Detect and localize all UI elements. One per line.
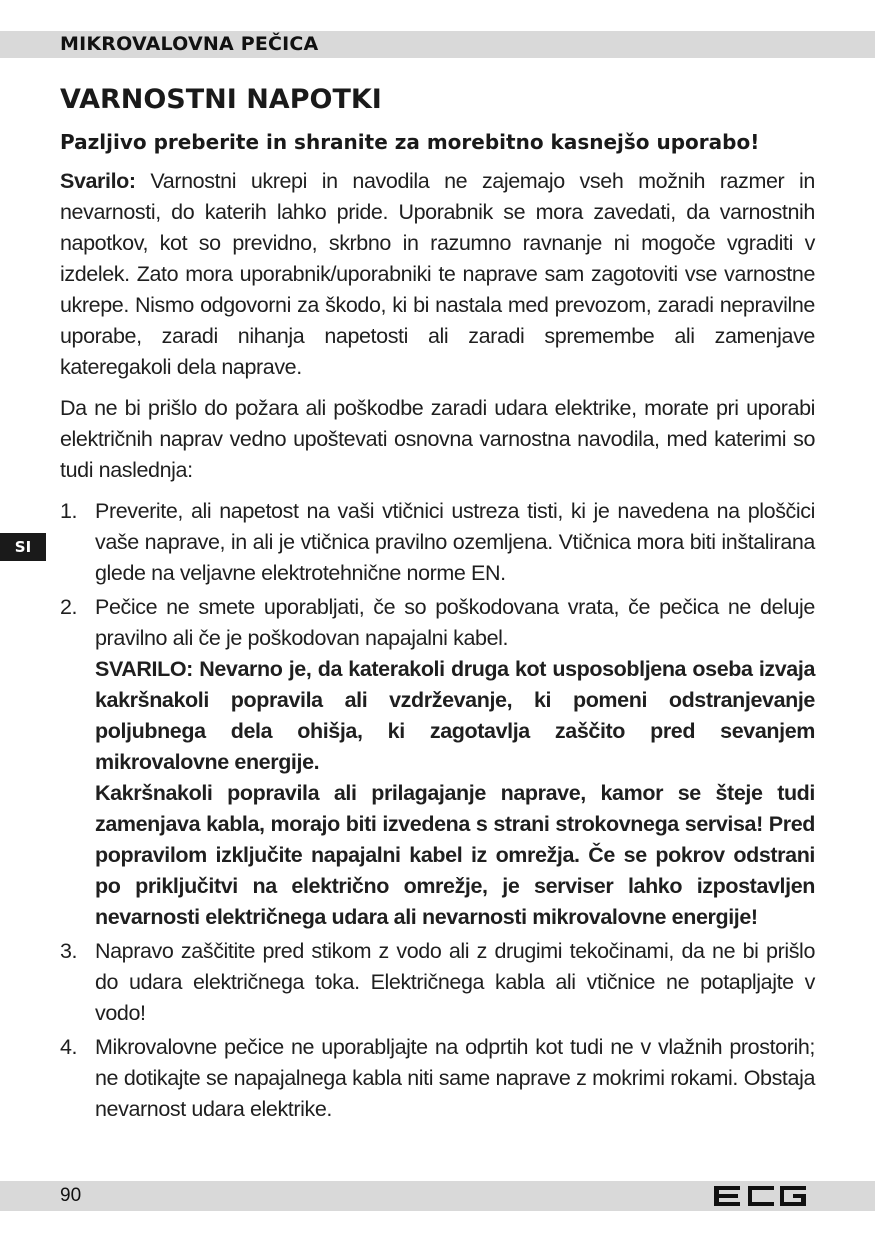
warning-text: Kakršnakoli popravila ali prilagajanje naprave, kamor se šteje tudi zamenjava kabla, morajo biti izvedena s strani strokovnega servisa! Pred popravilom izključite napajalni kabel iz omrežja. Če se pokrov odstrani po priključitvi na električno omrežje, je serviser lahko izpostavljen nevarnosti električnega udara ali nevarnosti mikrovalovne energije! bbox=[95, 781, 815, 929]
intro-paragraph bbox=[60, 166, 815, 383]
ecg-logo bbox=[714, 1186, 806, 1206]
list-item-text: Preverite, ali napetost na vaši vtičnici ustreza tisti, ki je navedena na ploščici vaše naprave, in ali je vtičnica pravilno ozemljena. Vtičnica mora biti inštalirana glede na veljavne elektrotehnične norme EN. bbox=[95, 499, 815, 585]
intro-text: Varnostni ukrepi in navodila ne zajemajo vseh možnih razmer in nevarnosti, do katerih lahko pride. Uporabnik se mora zavedati, da varnostnih napotkov, kot so previdno, skrbno in razumno ravnanje ni mogoče vgraditi v izdelek. Zato mora uporabnik/uporabniki te naprave sam zagotoviti vse varnostne ukrepe. Nismo odgovorni za škodo, ki bi nastala med prevozom, zaradi nepravilne uporabe, zaradi nihanja napetosti ali zaradi spremembe ali zamenjave kateregakoli dela naprave. bbox=[60, 169, 815, 379]
list-item-number: 1. bbox=[60, 499, 78, 523]
general-paragraph: Da ne bi prišlo do požara ali poškodbe zaradi udara elektrike, morate pri uporabi električnih naprav vedno upoštevati osnovna varnostna navodila, med katerimi so tudi naslednja: bbox=[60, 396, 815, 482]
list-item-number: 3. bbox=[60, 939, 78, 963]
page-number: 90 bbox=[60, 1185, 82, 1206]
list-item-text: Mikrovalovne pečice ne uporabljajte na odprtih kot tudi ne v vlažnih prostorih; ne dotikajte se napajalnega kabla niti same naprave z mokrimi rokami. Obstaja nevarnost udara elektrike. bbox=[95, 1035, 815, 1121]
list-item-number: 4. bbox=[60, 1035, 78, 1059]
header-title: MIKROVALOVNA PEČICA bbox=[60, 33, 319, 55]
page-title: VARNOSTNI NAPOTKI bbox=[60, 84, 382, 115]
list-item bbox=[60, 496, 815, 589]
list-item-number: 2. bbox=[60, 595, 78, 619]
subtitle: Pazljivo preberite in shranite za morebitno kasnejšo uporabo! bbox=[60, 130, 760, 154]
content-body bbox=[60, 166, 815, 1128]
warning-text: SVARILO: Nevarno je, da katerakoli druga kot usposobljena oseba izvaja kakršnakoli popravila ali vzdrževanje, ki pomeni odstranjevanje poljubnega dela ohišja, ki zagotavlja zaščito pred sevanjem mikrovalovne energije. bbox=[95, 657, 815, 774]
language-tab: SI bbox=[0, 533, 46, 561]
list-item bbox=[60, 936, 815, 1029]
list-item bbox=[60, 1032, 815, 1125]
intro-label: Svarilo: bbox=[60, 169, 136, 193]
list-item-text: Napravo zaščitite pred stikom z vodo ali z drugimi tekočinami, da ne bi prišlo do udara električnega toka. Električnega kabla ali vtičnice ne potapljajte v vodo! bbox=[95, 939, 815, 1025]
list-item-text: Pečice ne smete uporabljati, če so poškodovana vrata, če pečica ne deluje pravilno ali če je poškodovan napajalni kabel. bbox=[95, 595, 815, 650]
list-item bbox=[60, 592, 815, 933]
safety-list bbox=[60, 496, 815, 1125]
